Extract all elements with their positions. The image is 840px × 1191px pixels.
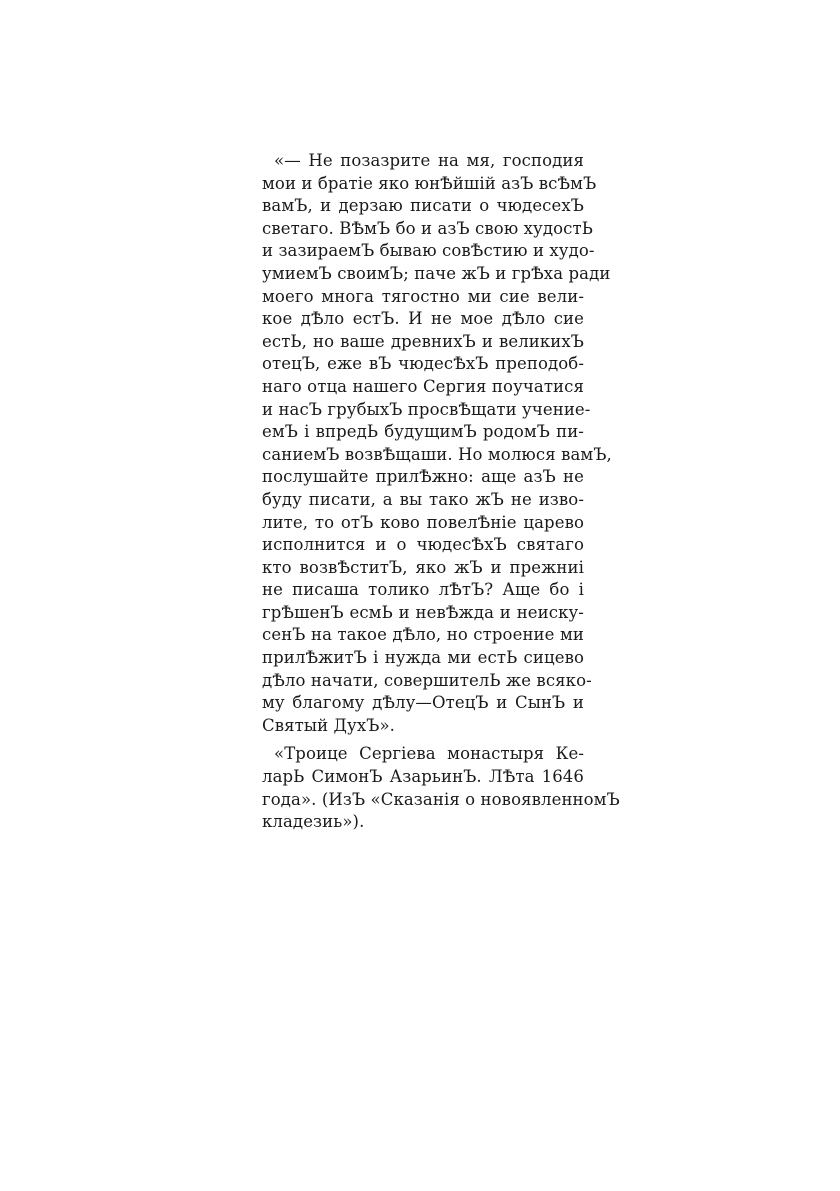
text-line: моего многа тягостно ми сие вели-	[262, 286, 584, 306]
text-line: мои и братіе яко юнѢйшій азЪ всѢмЪ	[262, 173, 597, 193]
text-line: буду писати, а вы тако жЪ не изво-	[262, 489, 584, 509]
text-line: естЬ, но ваше древнихЪ и великихЪ	[262, 331, 584, 351]
text-line: умиемЪ своимЪ; паче жЪ и грѢха ради	[262, 263, 611, 283]
text-line: светаго. ВѢмЪ бо и азЪ свою худостЬ	[262, 218, 593, 238]
text-line: му благому дѢлу—ОтецЪ и СынЪ и	[262, 693, 584, 713]
quotation-text-block	[262, 150, 620, 834]
text-line: дѢло начати, совершителЬ же всяко-	[262, 670, 592, 690]
text-line: и насЪ грубыхЪ просвѢщати учениe-	[262, 399, 591, 419]
text-line: исполнится и о чюдесѢхЪ святаго	[262, 535, 584, 555]
text-line: емЪ і впредЬ будущимЪ родомЪ пи-	[262, 422, 584, 442]
text-line: грѢшенЪ есмЬ и невѢжда и неиску-	[262, 602, 584, 622]
text-line: кладезиь»).	[262, 812, 365, 832]
text-line: сенЪ на такое дѢло, но строение ми	[262, 625, 584, 645]
text-line: «— Не позазрите на мя, господия	[274, 151, 584, 170]
text-line: ларЬ СимонЪ АзарьинЪ. ЛѢта 1646	[262, 767, 584, 787]
text-line: не писаша толико лѢтЪ? Аще бо і	[262, 580, 584, 600]
text-line: Святый ДухЪ».	[262, 715, 396, 735]
text-line: лите, то отЪ ково повелѢніе царево	[262, 512, 584, 532]
text-line: кое дѢло естЪ. И не мое дѢло сие	[262, 309, 584, 329]
text-line: послушайте прилѢжно: аще азЪ не	[262, 467, 584, 487]
text-line: кто возвѢститЪ, яко жЪ и прежниі	[262, 557, 584, 577]
text-line: года». (ИзЪ «Сказанія о новоявленномЪ	[262, 789, 620, 809]
text-line: «Троице Сергіева монастыря Ке-	[274, 744, 584, 764]
text-line: наго отца нашего Сергия поучатися	[262, 376, 584, 396]
text-line: саниемЪ возвѢщаши. Но молюся вамЪ,	[262, 444, 612, 464]
text-line: прилѢжитЪ і нужда ми естЬ сицево	[262, 648, 584, 668]
text-line: отецЪ, еже вЪ чюдесѢхЪ преподоб-	[262, 354, 584, 374]
text-line: и зазираемЪ бываю совѢстию и худо-	[262, 241, 595, 261]
text-line: вамЪ, и дерзаю писати о чюдесехЪ	[262, 196, 584, 216]
